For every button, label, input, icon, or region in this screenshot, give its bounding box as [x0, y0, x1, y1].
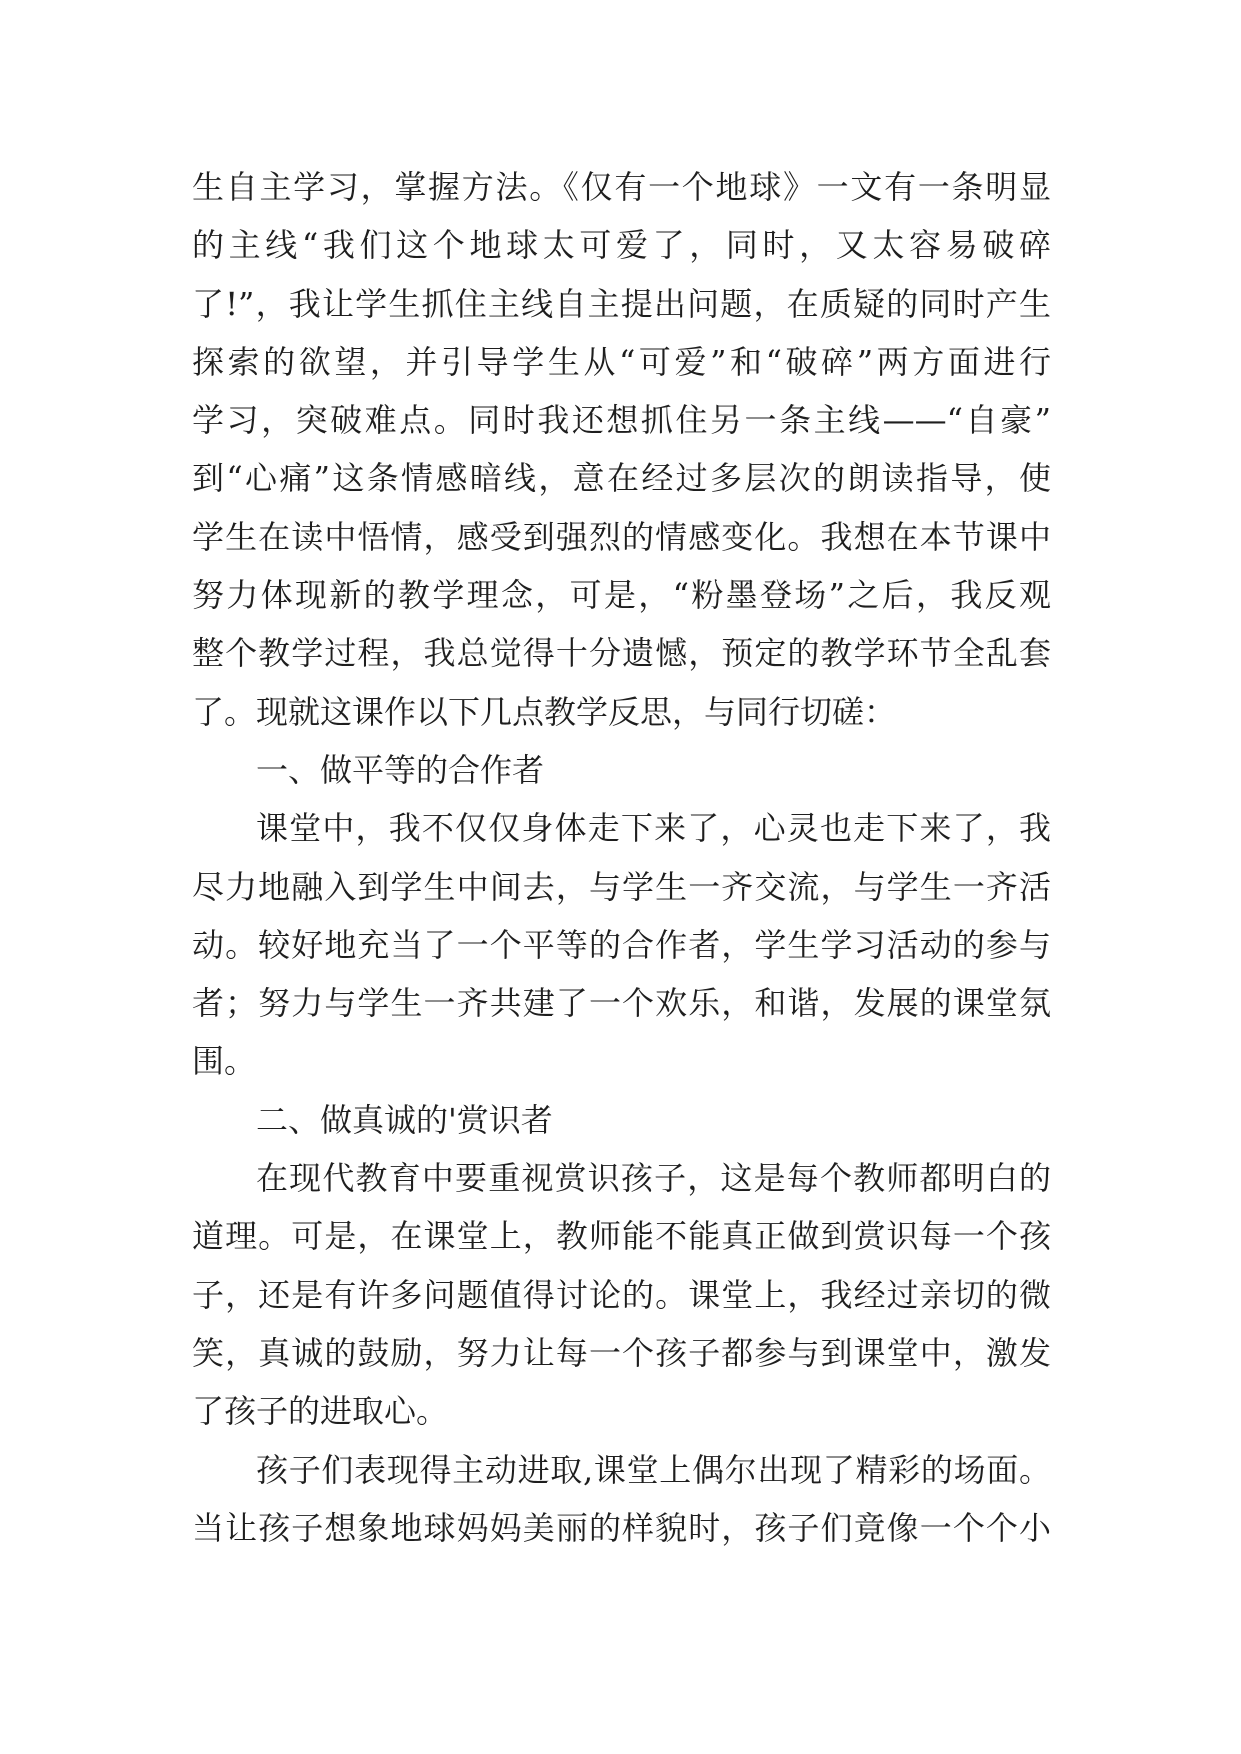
paragraph-3	[192, 1149, 1051, 1440]
paragraph-line: 生自主学习，掌握方法。《仅有一个地球》一文有一条明显	[192, 168, 1051, 206]
paragraph-line: 课堂中，我不仅仅身体走下来了，心灵也走下来了，我	[256, 809, 1051, 848]
paragraph-line: 整个教学过程，我总觉得十分遗憾，预定的教学环节全乱套	[192, 634, 1051, 673]
paragraph-line: 在现代教育中要重视赏识孩子，这是每个教师都明白的	[256, 1159, 1051, 1198]
paragraph-4	[192, 1441, 1051, 1558]
paragraph-line: 动。较好地充当了一个平等的合作者，学生学习活动的参与	[192, 925, 1051, 964]
paragraph-line: 尽力地融入到学生中间去，与学生一齐交流，与学生一齐活	[192, 867, 1051, 906]
paragraph-line: 探索的欲望，并引导学生从“可爱”和“破碎”两方面进行	[192, 342, 1051, 381]
paragraph-line: 了。现就这课作以下几点教学反思，与同行切磋：	[192, 692, 897, 731]
paragraph-line: 到“心痛”这条情感暗线，意在经过多层次的朗读指导，使	[192, 459, 1051, 498]
paragraph-line: 的主线“我们这个地球太可爱了，同时，又太容易破碎	[192, 226, 1051, 265]
paragraph-line: 当让孩子想象地球妈妈美丽的样貌时，孩子们竟像一个个小	[192, 1508, 1051, 1547]
paragraph-line: 笑，真诚的鼓励，努力让每一个孩子都参与到课堂中，激发	[192, 1333, 1051, 1372]
paragraph-1	[192, 158, 1051, 741]
paragraph-2	[192, 799, 1051, 1090]
paragraph-line: 了!”，我让学生抓住主线自主提出问题，在质疑的同时产生	[192, 284, 1051, 323]
paragraph-line: 道理。可是，在课堂上，教师能不能真正做到赏识每一个孩	[192, 1217, 1051, 1256]
paragraph-line: 努力体现新的教学理念，可是，“粉墨登场”之后，我反观	[192, 576, 1051, 615]
paragraph-line: 子，还是有许多问题值得讨论的。课堂上，我经过亲切的微	[192, 1275, 1051, 1314]
paragraph-line: 孩子们表现得主动进取,课堂上偶尔出现了精彩的场面。	[256, 1450, 1051, 1489]
paragraph-line: 者；努力与学生一齐共建了一个欢乐，和谐，发展的课堂氛	[192, 984, 1051, 1023]
section-heading-2: 二、做真诚的'赏识者	[256, 1100, 553, 1139]
paragraph-line: 学生在读中悟情，感受到强烈的情感变化。我想在本节课中	[192, 517, 1051, 556]
paragraph-line: 围。	[192, 1042, 257, 1081]
section-heading-1: 一、做平等的合作者	[256, 750, 545, 789]
document-body	[192, 158, 1051, 1557]
paragraph-line: 了孩子的进取心。	[192, 1392, 449, 1431]
paragraph-line: 学习，突破难点。同时我还想抓住另一条主线——“自豪”	[192, 401, 1051, 440]
